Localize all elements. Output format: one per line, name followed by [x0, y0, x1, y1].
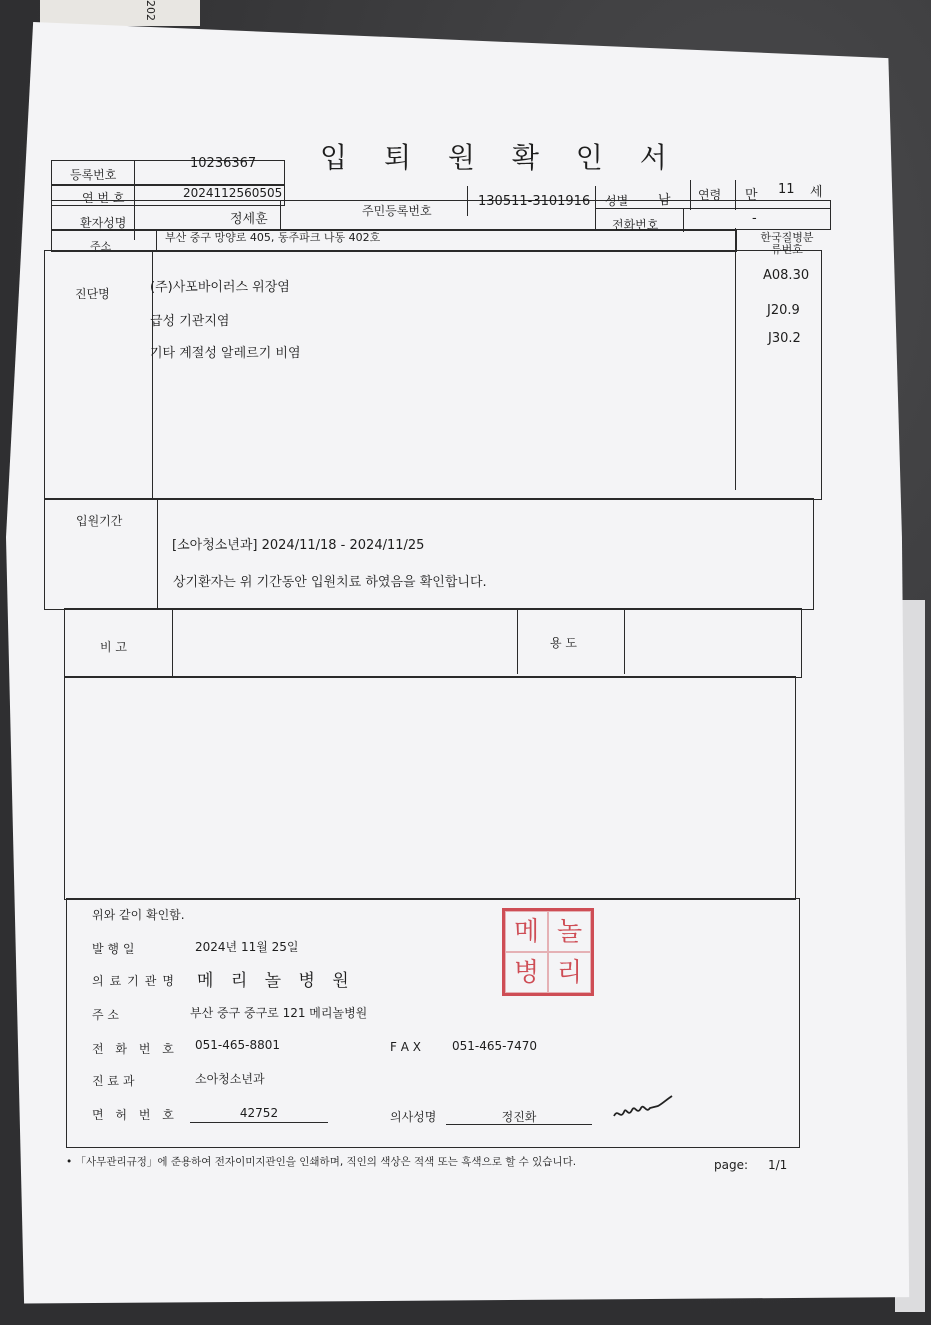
- sex-value: 남: [658, 193, 671, 208]
- purpose-label: 용 도: [550, 636, 577, 650]
- admission-box: [44, 498, 814, 610]
- page-label: page:: [714, 1158, 749, 1172]
- reg-no-label: 등록번호: [70, 168, 117, 182]
- row-divider: [595, 208, 831, 209]
- dept-label: 진 료 과: [92, 1074, 135, 1088]
- remarks-label: 비 고: [100, 640, 127, 654]
- remarks-divider: [172, 608, 173, 678]
- code-1: A08.30: [763, 268, 810, 283]
- rrn-value: 130511-3101916: [478, 194, 591, 209]
- issue-label: 발 행 일: [92, 942, 135, 956]
- code-2: J20.9: [767, 303, 800, 318]
- license-value: 42752: [190, 1106, 328, 1123]
- diagnosis-3: 기타 계절성 알레르기 비염: [150, 346, 301, 361]
- page-number: 1/1: [768, 1158, 788, 1172]
- sex-label: 성별: [605, 194, 629, 208]
- diagnosis-1: (주)사포바이러스 위장염: [150, 280, 290, 295]
- address-label: 주소: [90, 240, 112, 253]
- remarks-divider: [624, 608, 625, 674]
- code-divider: [735, 228, 736, 490]
- serial-value: 2024112560505: [183, 186, 283, 200]
- hospital-label: 의료기관명: [92, 974, 180, 988]
- license-label: 면 허 번 호: [92, 1108, 178, 1122]
- row-divider: [280, 200, 281, 230]
- reg-no-value: 10236367: [190, 156, 257, 171]
- admission-label: 입원기간: [76, 514, 123, 528]
- address-value: 부산 중구 망양로 405, 동주파크 나동 402호: [165, 231, 381, 244]
- patient-value: 정세훈: [230, 212, 268, 227]
- dept-value: 소아청소년과: [195, 1072, 265, 1086]
- strip-text: 202: [144, 0, 157, 21]
- blank-area: [64, 676, 796, 900]
- footer-notice: • 「사무관리규정」에 준용하여 전자이미지관인을 인쇄하며, 직인의 색상은 적색 또는 흑색으로 할 수 있습니다.: [66, 1156, 577, 1168]
- age-value: 11: [778, 182, 795, 197]
- patient-label: 환자성명: [80, 216, 127, 230]
- fax-label: F A X: [390, 1040, 421, 1054]
- row-divider: [156, 230, 157, 252]
- age-prefix: 만: [745, 188, 758, 203]
- admission-period: [소아청소년과] 2024/11/18 - 2024/11/25: [172, 538, 425, 553]
- remarks-divider: [517, 608, 518, 674]
- fax-value: 051-465-7470: [452, 1039, 538, 1053]
- rrn-label: 주민등록번호: [362, 204, 432, 218]
- diagnosis-2: 급성 기관지염: [150, 314, 230, 329]
- serial-label: 연 번 호: [82, 191, 125, 205]
- age-label: 연령: [698, 188, 722, 202]
- patient-row: [51, 200, 831, 230]
- issue-date: 2024년 11월 25일: [195, 940, 299, 954]
- address-footer-label: 주 소: [92, 1008, 119, 1022]
- tel-value: 051-465-8801: [195, 1038, 281, 1052]
- doctor-signature: [612, 1094, 674, 1126]
- row-divider: [690, 180, 691, 210]
- address-row: [51, 230, 737, 252]
- footer-confirm: 위와 같이 확인함.: [92, 908, 185, 922]
- phone-label: 전화번호: [612, 218, 659, 232]
- remarks-row: [64, 608, 802, 678]
- admission-confirm: 상기환자는 위 기간동안 입원치료 하였음을 확인합니다.: [173, 575, 487, 590]
- code-3: J30.2: [768, 331, 801, 346]
- row-divider: [735, 180, 736, 210]
- admission-divider: [157, 498, 158, 610]
- doctor-value: 정진화: [446, 1108, 592, 1125]
- age-unit: 세: [810, 185, 823, 200]
- hospital-address: 부산 중구 중구로 121 메리놀병원: [190, 1006, 368, 1020]
- phone-value: -: [752, 211, 757, 226]
- hospital-name: 메 리 놀 병 원: [197, 971, 355, 991]
- hospital-seal-stamp: 메 놀 병 리: [502, 908, 594, 996]
- document-title: 입 퇴 원 확 인 서: [320, 141, 681, 174]
- code-header: 한국질병분류번호: [760, 231, 814, 256]
- row-divider: [467, 186, 468, 216]
- tel-label: 전 화 번 호: [92, 1042, 178, 1056]
- doctor-label: 의사성명: [390, 1110, 437, 1124]
- diagnosis-label: 진단명: [75, 287, 110, 301]
- row-divider: [683, 208, 684, 232]
